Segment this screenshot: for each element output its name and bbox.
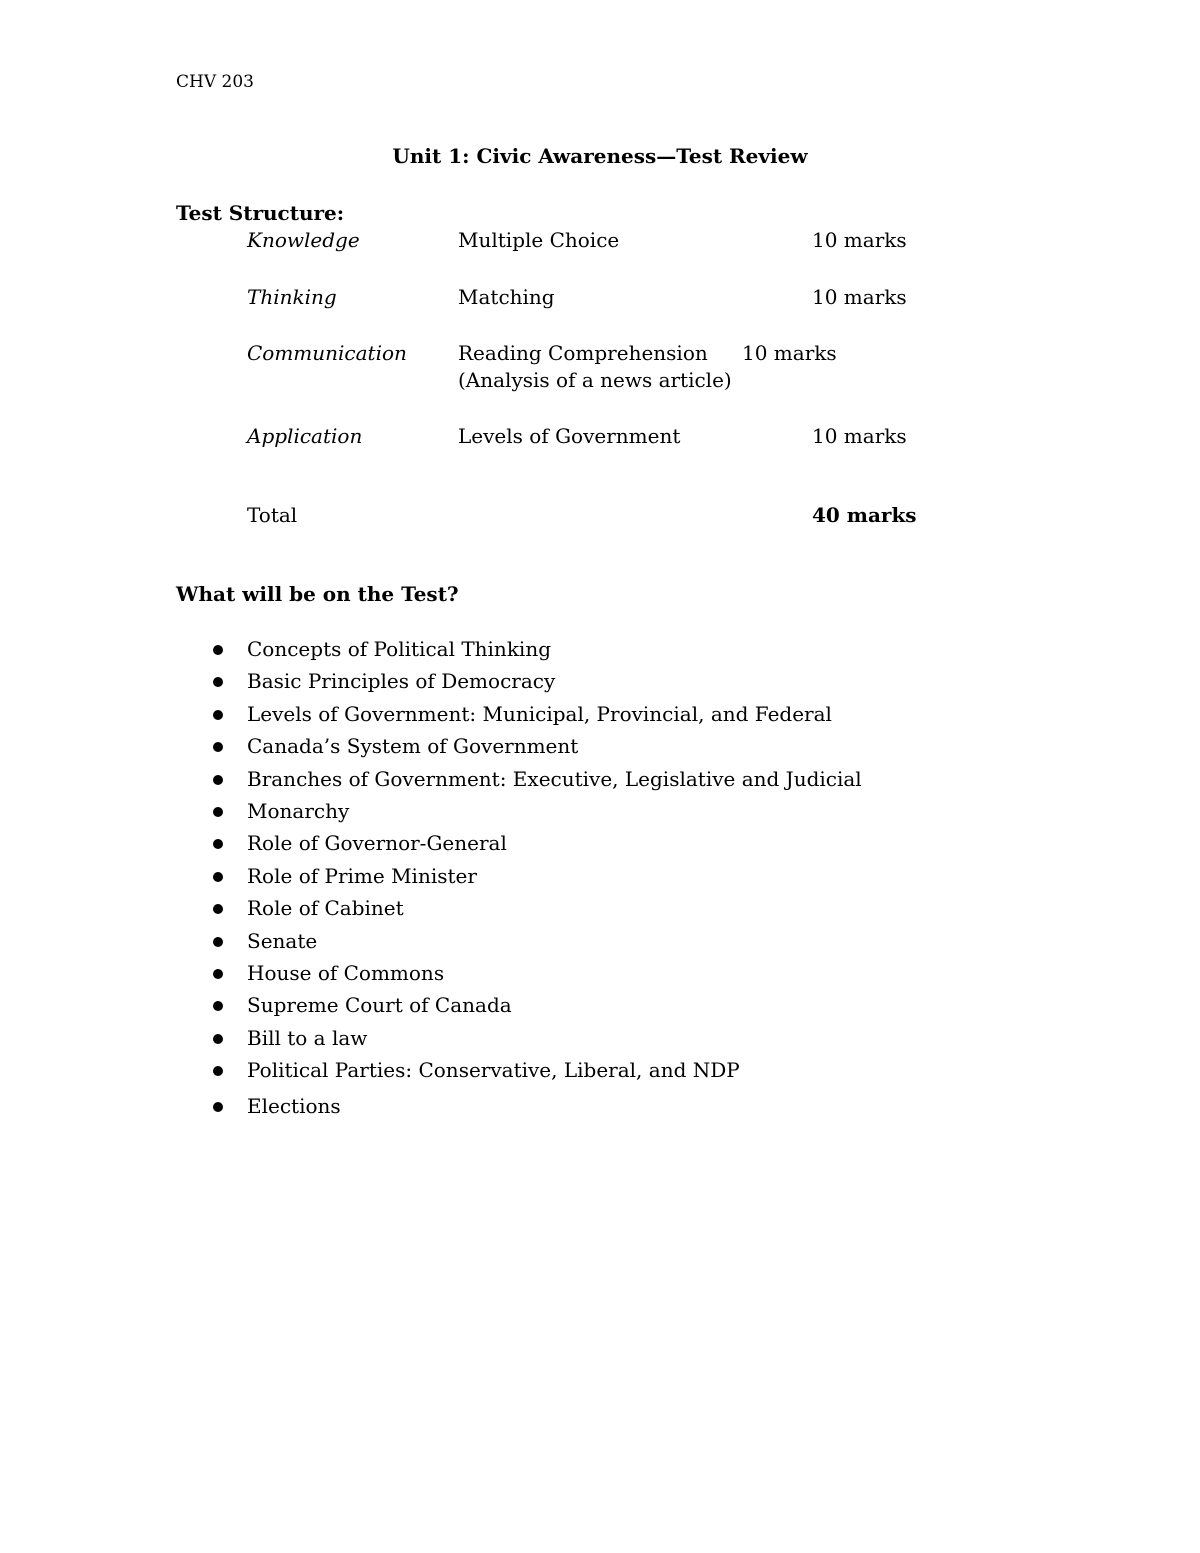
test-structure-heading: Test Structure: [176, 201, 345, 225]
bullet-icon [213, 645, 223, 655]
bullet-icon [213, 1034, 223, 1044]
marks-thinking: 10 marks [812, 285, 907, 309]
category-communication: Communication [247, 341, 407, 365]
bullet-icon [213, 904, 223, 914]
marks-communication: 10 marks [742, 341, 837, 365]
bullet-icon [213, 710, 223, 720]
bullet-icon [213, 1102, 223, 1112]
bullet-icon [213, 1001, 223, 1011]
bullet-icon [213, 677, 223, 687]
bullet-icon [213, 1066, 223, 1076]
bullet-icon [213, 937, 223, 947]
topics-heading: What will be on the Test? [176, 582, 459, 606]
total-marks: 40 marks [812, 503, 917, 527]
total-label: Total [247, 503, 298, 527]
document-title: Unit 1: Civic Awareness—Test Review [392, 144, 808, 168]
course-code: CHV 203 [176, 72, 254, 92]
question-type-thinking: Matching [458, 285, 555, 309]
bullet-icon [213, 969, 223, 979]
bullet-icon [213, 807, 223, 817]
category-thinking: Thinking [247, 285, 337, 309]
marks-knowledge: 10 marks [812, 228, 907, 252]
bullet-icon [213, 775, 223, 785]
bullet-icon [213, 839, 223, 849]
question-type-communication-detail: (Analysis of a news article) [458, 368, 732, 392]
category-knowledge: Knowledge [247, 228, 360, 252]
question-type-knowledge: Multiple Choice [458, 228, 620, 252]
marks-application: 10 marks [812, 424, 907, 448]
category-application: Application [247, 424, 363, 448]
bullet-icon [213, 742, 223, 752]
question-type-application: Levels of Government [458, 424, 681, 448]
bullet-icon [213, 872, 223, 882]
question-type-communication: Reading Comprehension [458, 341, 708, 365]
